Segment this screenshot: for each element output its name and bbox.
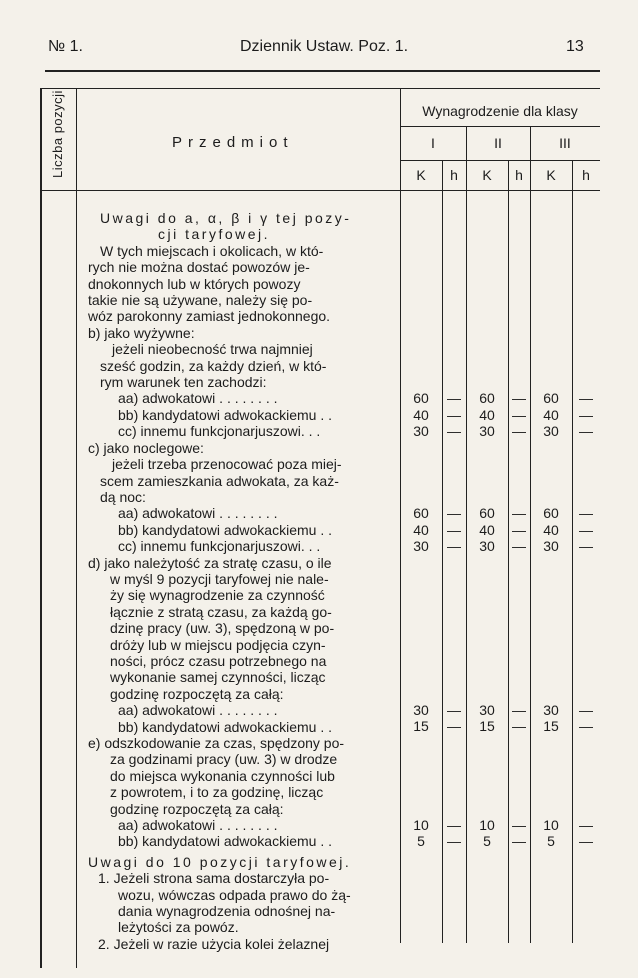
subject-line: bb) kandydatowi adwokackiemu . . — [118, 406, 332, 423]
value-halerz-cell: — — [447, 538, 461, 554]
value-korona-cell: 30 — [479, 423, 495, 440]
value-korona-cell: 5 — [483, 833, 491, 850]
unit-h-2: h — [515, 167, 523, 183]
subject-line: b) jako wyżywne: — [88, 324, 195, 341]
value-korona-cell: 60 — [479, 505, 495, 522]
value-halerz-cell: — — [512, 406, 526, 423]
subject-line: godzinę rozpoczętą za całą: — [110, 800, 284, 817]
value-halerz-cell: — — [512, 505, 526, 522]
subject-line: za godzinami pracy (uw. 3) w drodze — [110, 751, 338, 768]
value-korona-cell: 30 — [413, 702, 429, 718]
value-halerz-cell: — — [579, 423, 593, 440]
unit-h-1: h — [450, 167, 458, 183]
col-divider-number — [76, 88, 77, 968]
value-halerz-cell: — — [579, 406, 593, 423]
value-halerz-cell: — — [512, 702, 526, 718]
value-halerz-cell: — — [579, 505, 593, 522]
value-korona-cell: 40 — [479, 406, 495, 423]
value-korona-cell: 60 — [543, 390, 559, 407]
subject-line: dróży lub w miejscu podjęcia czyn- — [110, 636, 326, 653]
subject-line: sześć godzin, za każdy dzień, w któ- — [100, 357, 327, 374]
subject-line: bb) kandydatowi adwokackiemu . . — [118, 718, 332, 735]
value-korona-cell: 15 — [413, 718, 429, 735]
subject-line: c) jako noclegowe: — [88, 439, 204, 456]
value-halerz-cell: — — [447, 406, 461, 423]
subject-line: d) jako należytość za stratę czasu, o ile — [88, 554, 332, 571]
value-korona-cell: 40 — [413, 406, 429, 423]
page-number-left: № 1. — [48, 38, 83, 55]
value-halerz-cell: — — [579, 538, 593, 554]
value-halerz-cell: — — [447, 833, 461, 850]
subject-line: dnokonnych lub w których powozy — [88, 275, 301, 292]
value-korona-cell: 30 — [413, 423, 429, 440]
col-divider-class1 — [466, 126, 467, 943]
subject-line: e) odszkodowanie za czas, spędzony po- — [88, 735, 345, 751]
value-halerz-cell: — — [512, 816, 526, 833]
value-korona-cell: 5 — [417, 833, 425, 850]
value-korona-cell: 10 — [413, 816, 429, 833]
class-row-rule — [400, 160, 600, 161]
class-header-2: II — [494, 135, 502, 151]
unit-h-3: h — [582, 167, 590, 183]
subject-line: jeżeli nieobecność trwa najmniej — [112, 341, 313, 358]
value-halerz-cell: — — [447, 702, 461, 718]
value-halerz-cell: — — [579, 816, 593, 833]
value-halerz-cell: — — [512, 833, 526, 850]
value-halerz-cell: — — [447, 390, 461, 407]
subject-text-block — [88, 210, 398, 952]
value-halerz-cell: — — [447, 505, 461, 522]
value-korona-cell: 40 — [479, 521, 495, 538]
subject-line: W tych miejscach i okolicach, w któ- — [100, 242, 324, 259]
value-halerz-cell: — — [512, 538, 526, 554]
subject-line: aa) adwokatowi . . . . . . . . — [118, 817, 278, 834]
col-header-pay: Wynagrodzenie dla klasy — [422, 103, 578, 119]
subject-line: wóz parokonny zamiast jednokonnego. — [88, 308, 331, 325]
table-header-bottom-rule — [40, 190, 600, 191]
subject-line: rym warunek ten zachodzi: — [100, 374, 267, 391]
subject-line: Uwagi do 10 pozycji taryfowej. — [88, 853, 352, 870]
subject-line: bb) kandydatowi adwokackiemu . . — [118, 833, 332, 850]
value-korona-cell: 30 — [543, 702, 559, 718]
subject-line: rych nie można dostać powozów je- — [88, 259, 310, 276]
value-korona-cell: 10 — [543, 816, 559, 833]
pay-header-rule — [400, 126, 600, 127]
value-halerz-cell: — — [579, 833, 593, 850]
subject-line: cc) innemu funkcjonarjuszowi. . . — [118, 538, 321, 555]
table-top-rule — [40, 88, 600, 89]
subject-line: w myśl 9 pozycji taryfowej nie nale- — [110, 570, 329, 587]
unit-k-2: K — [482, 167, 492, 183]
subject-line: Uwagi do a, α, β i γ tej pozy- — [100, 210, 352, 226]
class-header-1: I — [431, 135, 435, 151]
value-halerz-cell: — — [447, 816, 461, 833]
subject-line: dą noc: — [100, 488, 146, 505]
col-header-number: Liczba pozycji — [50, 90, 65, 178]
value-korona-cell: 30 — [479, 702, 495, 718]
value-halerz-cell: — — [579, 718, 593, 735]
value-halerz-cell: — — [512, 521, 526, 538]
value-korona-cell: 30 — [543, 423, 559, 440]
subject-line: 2. Jeżeli w razie użycia kolei żelaznej — [98, 935, 330, 952]
value-korona-cell: 60 — [543, 505, 559, 522]
subject-line: ży się wynagrodzenie za czynność — [110, 587, 325, 604]
value-korona-cell: 30 — [543, 538, 559, 554]
value-halerz-cell: — — [579, 390, 593, 407]
subject-line: bb) kandydatowi adwokackiemu . . — [118, 521, 332, 538]
value-korona-cell: 60 — [413, 505, 429, 522]
col-divider-subject — [400, 88, 401, 943]
value-halerz-cell: — — [447, 423, 461, 440]
value-korona-cell: 15 — [543, 718, 559, 735]
value-korona-cell: 10 — [479, 816, 495, 833]
subject-line: jeżeli trzeba przenocować poza miej- — [112, 456, 342, 473]
value-korona-cell: 15 — [479, 718, 495, 735]
value-halerz-cell: — — [447, 718, 461, 735]
subject-line: leżytości za powóz. — [118, 919, 239, 936]
value-korona-cell: 40 — [543, 406, 559, 423]
subject-line: wozu, wówczas odpada prawo do żą- — [118, 886, 351, 903]
subject-line: dania wynagrodzenia odnośnej na- — [118, 903, 336, 920]
subject-line: do miejsca wykonania czynności lub — [110, 767, 335, 784]
value-korona-cell: 40 — [413, 521, 429, 538]
value-halerz-cell: — — [447, 521, 461, 538]
class-header-3: III — [559, 135, 571, 151]
subject-line: godzinę rozpoczętą za całą: — [110, 685, 284, 702]
value-halerz-cell: — — [579, 702, 593, 718]
subject-line: dzinę pracy (uw. 3), spędzoną w po- — [110, 620, 335, 637]
value-halerz-cell: — — [512, 718, 526, 735]
table-left-border — [40, 88, 42, 968]
unit-k-3: K — [546, 167, 556, 183]
subject-line: łącznie z stratą czasu, za każdą go- — [110, 603, 332, 620]
subject-line: scem zamieszkania adwokata, za każ- — [100, 472, 339, 489]
value-korona-cell: 30 — [479, 538, 495, 554]
subject-line: wykonanie samej czynności, licząc — [110, 669, 326, 686]
value-korona-cell: 30 — [413, 538, 429, 554]
page-number-right: 13 — [566, 38, 584, 55]
value-halerz-cell: — — [512, 423, 526, 440]
header-rule — [45, 70, 600, 72]
subject-line: aa) adwokatowi . . . . . . . . — [118, 390, 278, 407]
subject-line: cji taryfowej. — [158, 226, 271, 243]
subject-line: cc) innemu funkcjonarjuszowi. . . — [118, 423, 321, 440]
subject-line: z powrotem, i to za godzinę, licząc — [110, 784, 324, 801]
value-korona-cell: 40 — [543, 521, 559, 538]
subject-line: aa) adwokatowi . . . . . . . . — [118, 505, 278, 522]
subject-line: aa) adwokatowi . . . . . . . . — [118, 702, 278, 719]
value-halerz-cell: — — [512, 390, 526, 407]
value-korona-cell: 60 — [479, 390, 495, 407]
subject-line: takie nie są używane, należy się po- — [88, 292, 313, 309]
col-header-subject: Przedmiot — [172, 134, 294, 151]
col-divider-class2 — [530, 126, 531, 943]
value-korona-cell: 5 — [547, 833, 555, 850]
value-korona-cell: 60 — [413, 390, 429, 407]
subject-line: 1. Jeżeli strona sama dostarczyła po- — [98, 870, 330, 887]
journal-title: Dziennik Ustaw. Poz. 1. — [240, 38, 409, 55]
unit-k-1: K — [416, 167, 426, 183]
value-halerz-cell: — — [579, 521, 593, 538]
subject-line: ności, prócz czasu potrzebnego na — [110, 652, 327, 669]
